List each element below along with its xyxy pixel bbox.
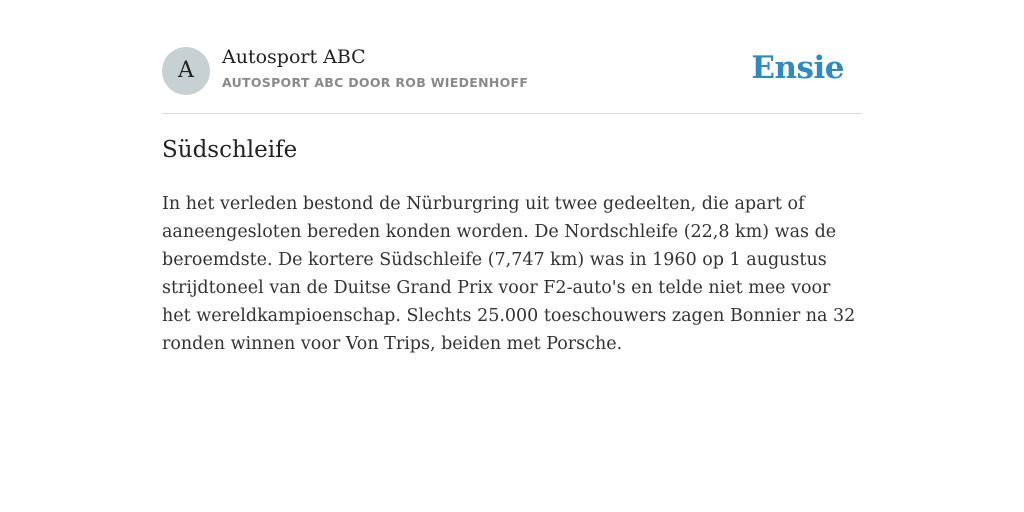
article-body: In het verleden bestond de Nürburgring uit twee gedeelten, die apart of aaneengesloten bereden konden worden. De Nordschleife (22,8 km) was de beroemdste. De kortere Südschleife (7,747 km) was in 1960 op 1 augustus strijdtoneel van de Duitse Grand Prix voor F2-auto's en telde niet mee voor het wereldkampioenschap. Slechts 25.000 toeschouwers zagen Bonnier na 32 ronden winnen voor Von Trips, beiden met Porsche. xyxy=(162,194,856,354)
author-name[interactable]: Autosport ABC xyxy=(222,46,366,68)
article-card xyxy=(162,0,862,354)
author-subtitle: AUTOSPORT ABC DOOR ROB WIEDENHOFF xyxy=(222,75,529,90)
ensie-logo[interactable]: Ensie xyxy=(751,50,844,86)
article-header xyxy=(162,0,862,114)
avatar[interactable]: A xyxy=(162,47,210,95)
article-title: Südschleife xyxy=(162,137,298,163)
